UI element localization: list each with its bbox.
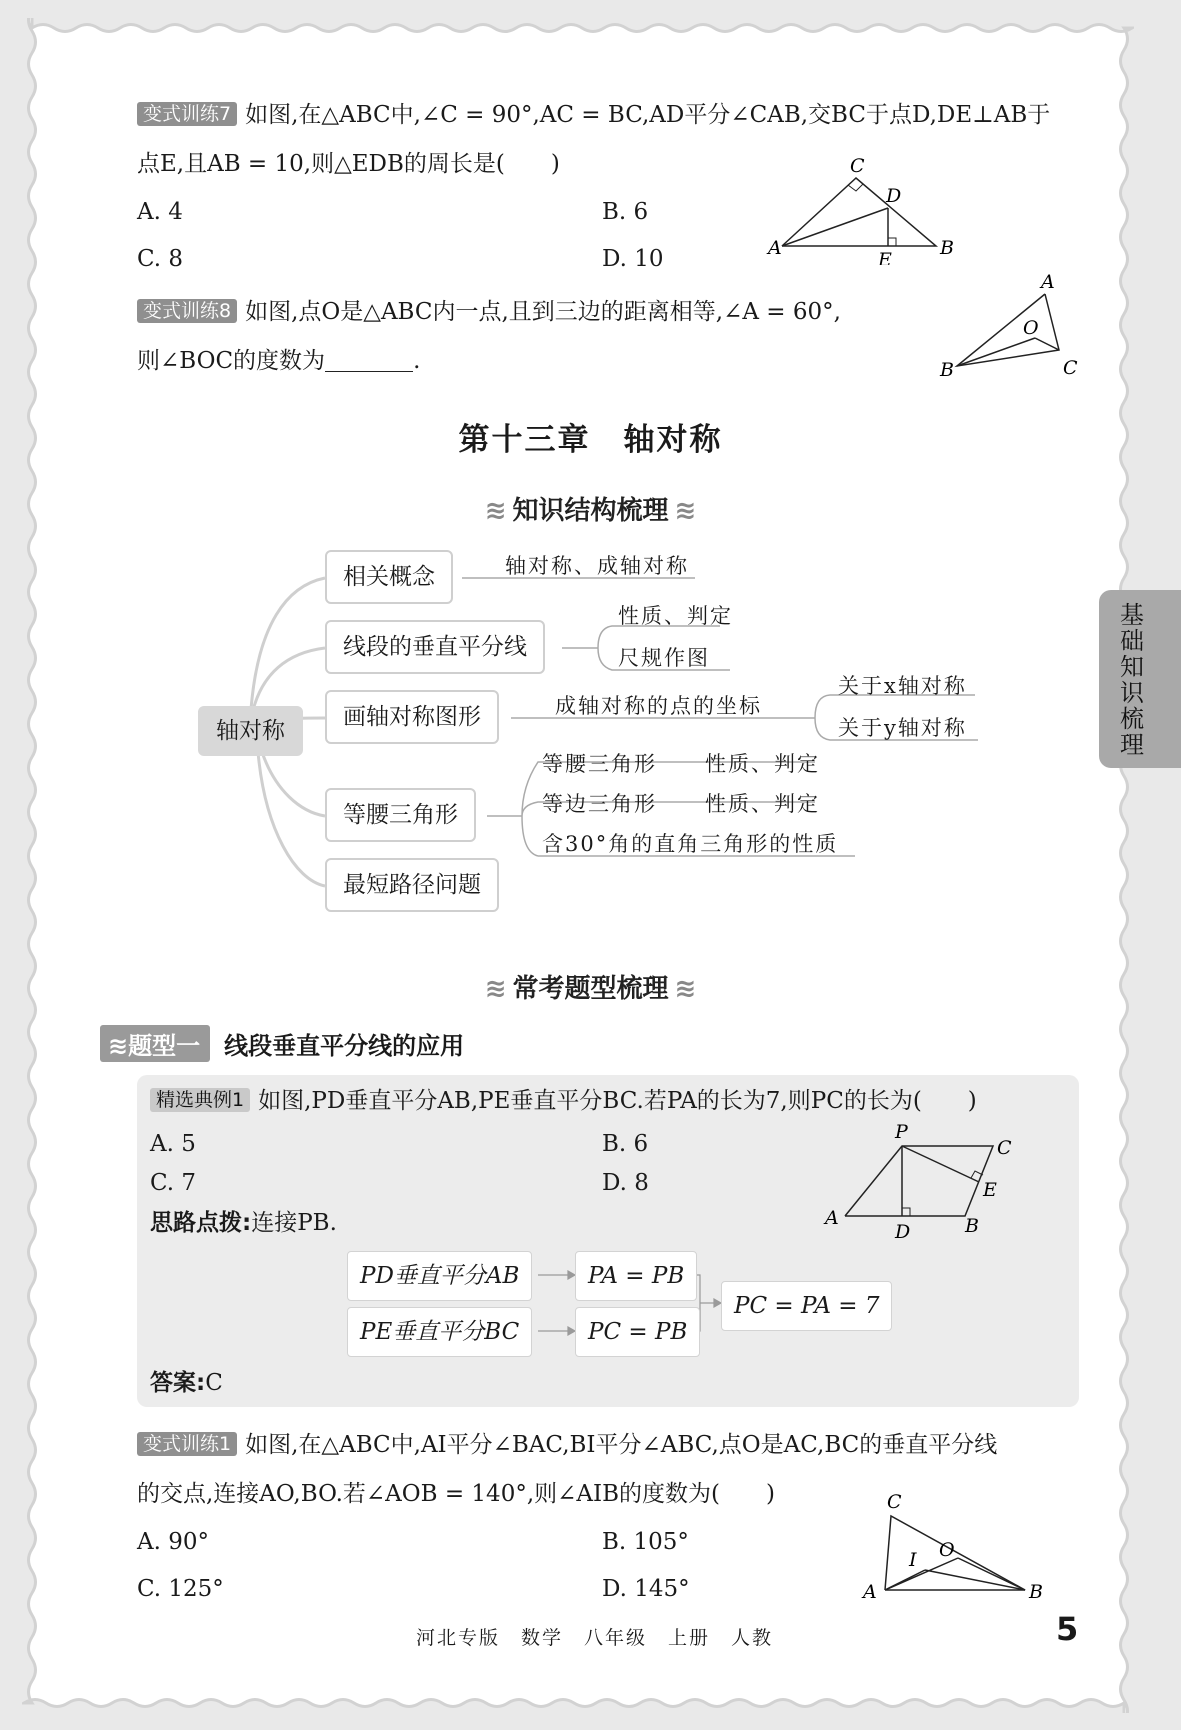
ex8-label-o: O	[1023, 317, 1039, 339]
ex1-label-b: B	[1029, 1581, 1043, 1603]
mindmap-leaf-isosceles-props: 性质、判定	[705, 752, 820, 776]
ex7-line2: 点E,且AB = 10,则△EDB的周长是( )	[137, 151, 560, 177]
ex7-option-d[interactable]: D. 10	[602, 246, 664, 272]
ex1-line2: 的交点,连接AO,BO.若∠AOB = 140°,则∠AIB的度数为( )	[137, 1481, 775, 1507]
mindmap-leaf-30-degree-right-triangle: 含30°角的直角三角形的性质	[542, 832, 839, 856]
ex7-label-c: C	[850, 155, 865, 177]
wave-icon: ≋	[674, 974, 697, 1004]
example1-label-a: A	[825, 1207, 839, 1229]
mindmap-leaf-construction: 尺规作图	[618, 646, 710, 670]
chapter-title: 第十三章 轴对称	[458, 422, 723, 458]
wave-icon: ≋	[484, 974, 507, 1004]
mindmap-leaf-y-axis-symmetry: 关于y轴对称	[838, 716, 967, 740]
question-type-title: 线段垂直平分线的应用	[224, 1032, 465, 1060]
ex1-option-d[interactable]: D. 145°	[602, 1576, 690, 1602]
mindmap-node-isosceles-triangle: 等腰三角形	[325, 788, 476, 842]
side-tab-label: 基础知识梳理	[1120, 601, 1144, 759]
mindmap-leaf-axial-symmetry: 轴对称、成轴对称	[505, 554, 689, 578]
example1-option-a[interactable]: A. 5	[150, 1131, 196, 1157]
ex8-question-tail: 则∠BOC的度数为	[137, 348, 326, 374]
ex7-label-e: E	[878, 249, 892, 265]
example1-label-p: P	[895, 1121, 908, 1143]
ex1-label-o: O	[939, 1539, 955, 1561]
mindmap-node-perpendicular-bisector: 线段的垂直平分线	[325, 620, 545, 674]
ex7-tag: 变式训练7	[137, 102, 237, 126]
page-footer: 河北专版 数学 八年级 上册 人教	[416, 1627, 774, 1649]
example1-option-c[interactable]: C. 7	[150, 1170, 197, 1196]
example1-option-b[interactable]: B. 6	[602, 1131, 649, 1157]
section-title: 常考题型梳理	[512, 974, 669, 1004]
ex1-segment-ob	[958, 1558, 1025, 1590]
mindmap-node-related-concepts: 相关概念	[325, 550, 453, 604]
example1-tag: 精选典例1	[150, 1088, 250, 1112]
answer-label: 答案:	[150, 1370, 206, 1396]
ex8-label-c: C	[1063, 357, 1078, 379]
ex7-label-d: D	[886, 185, 902, 207]
ex1-option-b[interactable]: B. 105°	[602, 1529, 689, 1555]
mindmap-leaf-symmetric-point-coordinates: 成轴对称的点的坐标	[555, 694, 762, 718]
ex1-label-i: I	[909, 1549, 917, 1571]
mindmap-leaf-isosceles: 等腰三角形	[542, 752, 657, 776]
ex1-option-c[interactable]: C. 125°	[137, 1576, 224, 1602]
ex1-label-a: A	[863, 1581, 877, 1603]
mindmap-node-shortest-path: 最短路径问题	[325, 858, 499, 912]
ex1-question-text: 如图,在△ABC中,AI平分∠BAC,BI平分∠ABC,点O是AC,BC的垂直平分线	[245, 1432, 998, 1458]
ex1-tag: 变式训练1	[137, 1432, 237, 1456]
ex7-option-c[interactable]: C. 8	[137, 246, 184, 272]
reasoning-box-conclusion: PC = PA = 7	[721, 1281, 892, 1331]
example1-label-e: E	[983, 1179, 997, 1201]
ex1-segment-ib	[925, 1570, 1025, 1590]
mindmap-leaf-property-criterion: 性质、判定	[618, 604, 733, 628]
example1-question-text: 如图,PD垂直平分AB,PE垂直平分BC.若PA的长为7,则PC的长为( )	[258, 1088, 977, 1114]
reasoning-box-pd-bisects-ab: PD垂直平分AB	[347, 1251, 532, 1301]
mindmap-leaf-equilateral-props: 性质、判定	[705, 792, 820, 816]
ex8-tag: 变式训练8	[137, 299, 237, 323]
example1-label-d: D	[895, 1221, 911, 1243]
example1-label-c: C	[997, 1137, 1012, 1159]
answer-value: C	[205, 1370, 223, 1396]
ex1-figure	[855, 1490, 1055, 1605]
wave-icon: ≋	[484, 496, 507, 526]
ex7-option-a[interactable]: A. 4	[137, 199, 183, 225]
example1-answer	[150, 1368, 223, 1398]
ex7-option-b[interactable]: B. 6	[602, 199, 649, 225]
side-tab-basic-knowledge[interactable]	[1099, 590, 1181, 768]
wave-icon: ≋	[674, 496, 697, 526]
hint-label: 思路点拨:	[150, 1210, 252, 1236]
ex1-label-c: C	[887, 1491, 902, 1513]
hint-text: 连接PB.	[251, 1210, 337, 1236]
reasoning-box-pc-eq-pb: PC = PB	[575, 1307, 700, 1357]
page-number: 5	[1056, 1610, 1079, 1648]
question-type-badge: ≋题型一	[100, 1025, 210, 1062]
ex8-question-text: 如图,点O是△ABC内一点,且到三边的距离相等,∠A = 60°,	[245, 299, 841, 325]
ex8-period: .	[413, 348, 421, 374]
example1-label-b: B	[965, 1215, 979, 1237]
reasoning-box-pa-eq-pb: PA = PB	[575, 1251, 697, 1301]
mindmap-root: 轴对称	[198, 706, 303, 756]
mindmap-leaf-equilateral: 等边三角形	[542, 792, 657, 816]
ex1-line1	[137, 1430, 997, 1460]
ex7-question-text: 如图,在△ABC中,∠C = 90°,AC = BC,AD平分∠CAB,交BC于点D,DE⊥AB于	[245, 102, 1051, 128]
section-title: 知识结构梳理	[512, 496, 669, 526]
ex1-option-a[interactable]: A. 90°	[137, 1529, 209, 1555]
example1-option-d[interactable]: D. 8	[602, 1170, 649, 1196]
reasoning-box-pe-bisects-bc: PE垂直平分BC	[347, 1307, 532, 1357]
mindmap-node-draw-symmetric-figure: 画轴对称图形	[325, 690, 499, 744]
ex8-label-b: B	[940, 359, 954, 380]
ex7-label-a: A	[768, 237, 782, 259]
mindmap-leaf-x-axis-symmetry: 关于x轴对称	[838, 674, 967, 698]
ex8-label-a: A	[1041, 271, 1055, 293]
ex7-label-b: B	[940, 237, 954, 259]
